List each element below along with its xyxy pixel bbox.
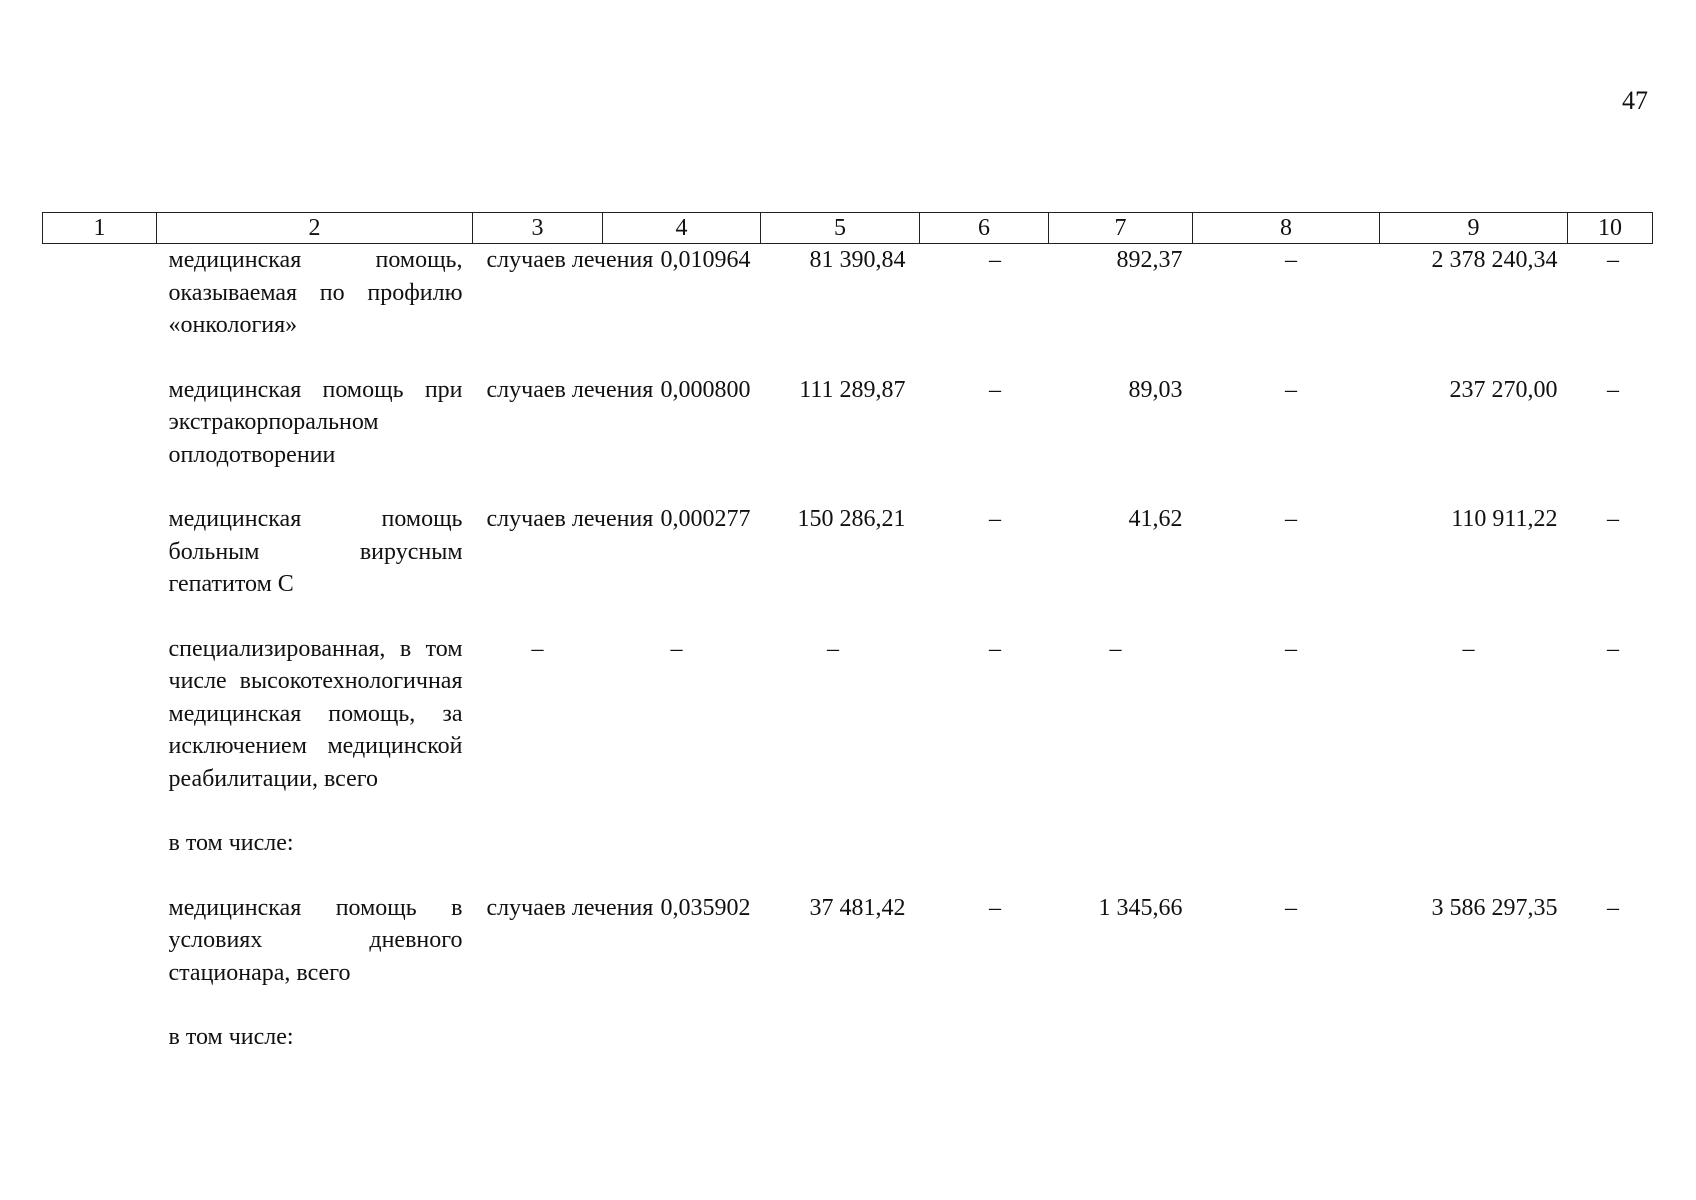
table-row	[43, 1021, 1653, 1086]
cell-col7	[1049, 827, 1193, 892]
cell-col7	[1049, 1021, 1193, 1086]
table-row	[43, 503, 1653, 633]
data-table	[42, 212, 1653, 1086]
cell-col5: 111 289,87	[799, 376, 906, 403]
cell-index	[43, 1021, 157, 1086]
cell-index	[43, 827, 157, 892]
cell-col10: –	[1607, 247, 1619, 273]
cell-col10	[1568, 1021, 1653, 1086]
cell-col9: 3 586 297,35	[1431, 894, 1558, 921]
cell-unit: случаев лечения	[486, 894, 654, 921]
column-header: 10	[1568, 213, 1653, 244]
cell-col6: –	[989, 635, 1001, 662]
cell-name: в том числе:	[168, 830, 294, 856]
cell-unit: случаев лечения	[486, 247, 654, 273]
column-header: 8	[1193, 213, 1380, 244]
cell-unit: –	[531, 635, 544, 662]
cell-col10: –	[1607, 635, 1619, 662]
cell-col6: –	[989, 506, 1001, 532]
cell-unit: случаев лечения	[486, 506, 654, 532]
cell-unit	[473, 1021, 603, 1086]
cell-col6: –	[989, 376, 1001, 403]
column-header: 2	[157, 213, 473, 244]
cell-col9	[1380, 827, 1568, 892]
column-header: 1	[43, 213, 157, 244]
cell-col8: –	[1285, 247, 1297, 273]
cell-col8: –	[1285, 894, 1297, 921]
cell-index	[43, 633, 157, 828]
column-header: 7	[1049, 213, 1193, 244]
cell-col9: 237 270,00	[1449, 376, 1558, 403]
cell-col5: 150 286,21	[797, 506, 906, 532]
cell-col4: 0,000277	[660, 506, 751, 532]
table-row	[43, 827, 1653, 892]
cell-name: специализированная, в том числе высокотехнологичная медицинская помощь, за исключением медицинской реабилитации, всего	[168, 635, 463, 792]
cell-col4: 0,000800	[660, 376, 751, 403]
table-row	[43, 374, 1653, 504]
cell-name: в том числе:	[168, 1024, 294, 1050]
cell-col9: 110 911,22	[1451, 506, 1558, 532]
column-header: 3	[473, 213, 603, 244]
cell-index	[43, 374, 157, 504]
cell-col10: –	[1607, 894, 1619, 921]
cell-col10	[1568, 827, 1653, 892]
table-header-row	[43, 213, 1653, 244]
table-row	[43, 892, 1653, 1022]
cell-col10: –	[1607, 376, 1619, 403]
column-header: 5	[761, 213, 920, 244]
column-header: 4	[603, 213, 761, 244]
cell-col6	[920, 1021, 1049, 1086]
cell-col7: 1 345,66	[1098, 894, 1183, 921]
table-row	[43, 633, 1653, 828]
cell-col9: –	[1462, 635, 1475, 662]
cell-col5: 81 390,84	[809, 247, 906, 273]
cell-name: медицинская помощь в условиях дневного стационара, всего	[168, 894, 463, 986]
cell-col9: 2 378 240,34	[1431, 247, 1558, 273]
cell-col7: 41,62	[1128, 506, 1183, 532]
cell-index	[43, 244, 157, 374]
cell-name: медицинская помощь, оказываемая по профилю «онкология»	[168, 247, 463, 338]
cell-col8: –	[1285, 506, 1297, 532]
cell-col4	[603, 827, 761, 892]
cell-col5	[761, 827, 920, 892]
cell-col7: 89,03	[1128, 376, 1183, 403]
cell-index	[43, 503, 157, 633]
cell-unit: случаев лечения	[486, 376, 654, 403]
cell-col8	[1193, 827, 1380, 892]
cell-col10: –	[1607, 506, 1619, 532]
cell-col4: 0,010964	[660, 247, 751, 273]
cell-col8	[1193, 1021, 1380, 1086]
table-row	[43, 244, 1653, 374]
cell-col4	[603, 1021, 761, 1086]
cell-col5: 37 481,42	[809, 894, 906, 921]
cell-index	[43, 892, 157, 1022]
cell-col9	[1380, 1021, 1568, 1086]
cell-col8: –	[1285, 635, 1297, 662]
cell-col6	[920, 827, 1049, 892]
column-header: 9	[1380, 213, 1568, 244]
cell-col4: –	[670, 635, 683, 662]
cell-name: медицинская помощь больным вирусным гепатитом С	[168, 506, 463, 597]
column-header: 6	[920, 213, 1049, 244]
page-number: 47	[1622, 86, 1648, 115]
cell-col7: 892,37	[1116, 247, 1183, 273]
cell-col5: –	[827, 635, 839, 662]
cell-unit	[473, 827, 603, 892]
cell-col5	[761, 1021, 920, 1086]
cell-col4: 0,035902	[660, 894, 751, 921]
cell-col8: –	[1285, 376, 1297, 403]
cell-col6: –	[989, 894, 1001, 921]
cell-col7: –	[1109, 635, 1122, 662]
cell-col6: –	[989, 247, 1001, 273]
cell-name: медицинская помощь при экстракорпоральном оплодотворении	[168, 376, 463, 468]
